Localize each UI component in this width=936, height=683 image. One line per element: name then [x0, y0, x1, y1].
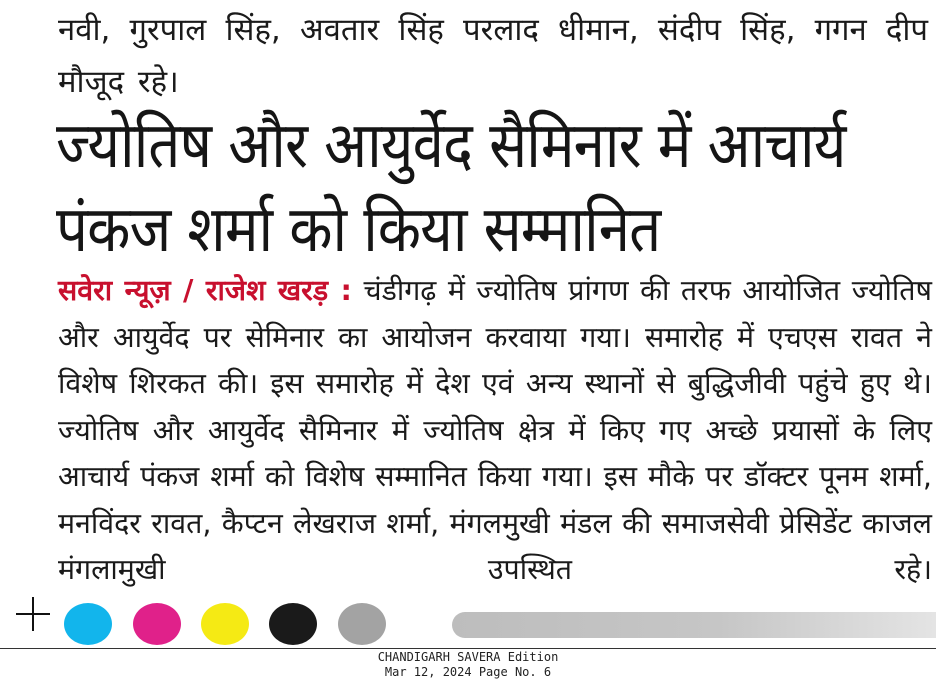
headline-line-1: ज्योतिष और आयुर्वेद सैमिनार में आचार्य: [56, 109, 846, 183]
gray-scale-bar: [452, 612, 936, 638]
footer-divider: [0, 648, 936, 649]
page-footer: [0, 650, 936, 680]
registration-mark-icon: [16, 597, 50, 631]
article-body-text: चंडीगढ़ में ज्योतिष प्रांगण की तरफ आयोजित ज्योतिष और आयुर्वेद पर सेमिनार का आयोजन करवाया गया। समारोह में एचएस रावत ने विशेष शिरकत की। इस समारोह में देश एवं अन्य स्थानों से बुद्धिजीवी पहुंचे हुए थे। ज्योतिष और आयुर्वेद सैमिनार में ज्योतिष क्षेत्र में किए गए अच्छे प्रयासों के लिए आचार्य पंकज शर्मा को विशेष सम्मानित किया गया। इस मौके पर डॉक्टर पूनम शर्मा, मनविंदर रावत, कैप्टन लेखराज शर्मा, मंगलमुखी मंडल की समाजसेवी प्रेसिडेंट काजल मंगलामुखी उपस्थित रहे।: [58, 274, 933, 586]
cyan-swatch: [64, 603, 112, 645]
black-swatch: [269, 603, 317, 645]
article-body: [58, 268, 932, 594]
gray-swatch: [338, 603, 386, 645]
headline-line-2: पंकज शर्मा को किया सम्मानित: [56, 193, 661, 267]
article-byline: सवेरा न्यूज़ / राजेश खरड़ :: [58, 274, 352, 307]
magenta-swatch: [133, 603, 181, 645]
footer-edition: CHANDIGARH SAVERA Edition: [377, 650, 559, 664]
footer-date-page: Mar 12, 2024 Page No. 6: [384, 665, 552, 679]
previous-article-text: नवी, गुरपाल सिंह, अवतार सिंह परलाद धीमान, संदीप सिंह, गगन दीप मौजूद रहे।: [58, 12, 928, 100]
headline: [56, 104, 846, 272]
yellow-swatch: [201, 603, 249, 645]
